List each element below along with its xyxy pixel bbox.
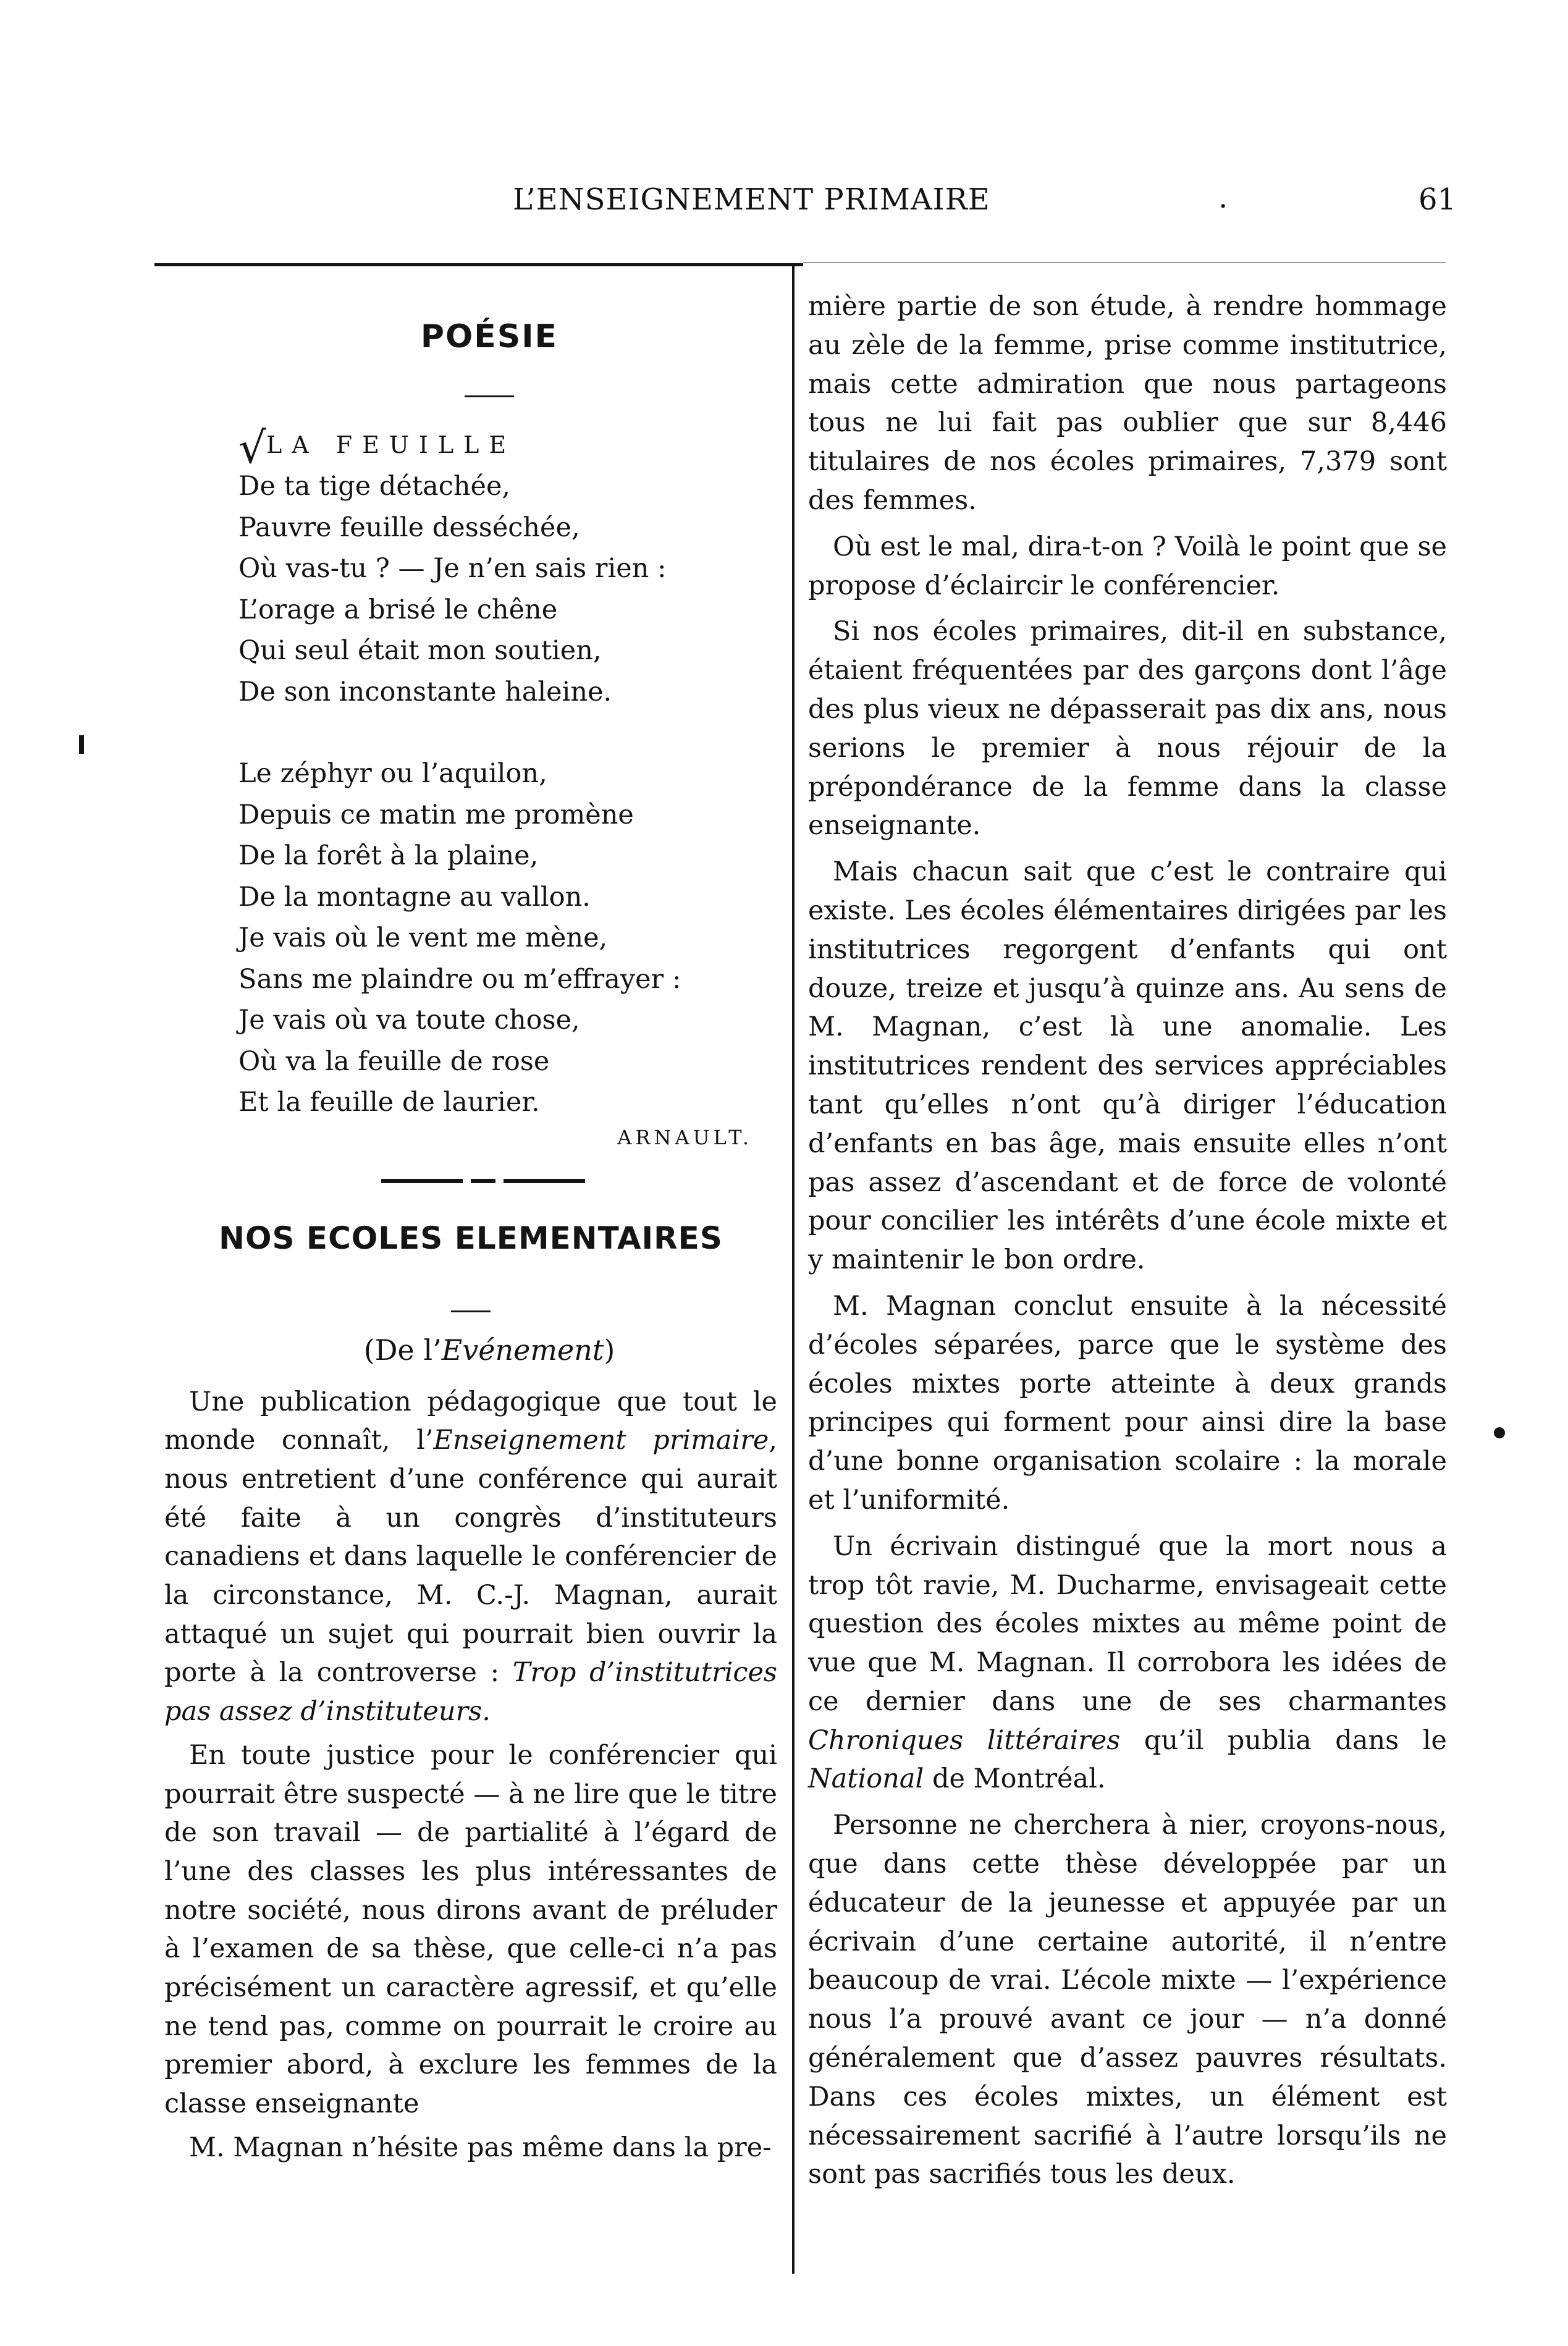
scan-dot: [1494, 1427, 1505, 1438]
paragraph: Mais chacun sait que c’est le contraire qui existe. Les écoles élémentaires dirigées par les institutrices regorgent d’enfants qui ont douze, treize et jusqu’à quinze ans. Au sens de M. Magnan, c’est là une anomalie. Les institutrices rendent des services appréciables tant qu’elles n’ont qu’à diriger l’éducation d’enfants en bas âge, mais ensuite elles n’ont pas assez d’ascendant et de force de volonté pour concilier les intérêts d’une école mixte et y maintenir le bon ordre.: [808, 856, 1447, 1276]
poem-line: Sans me plaindre ou m’effrayer :: [238, 963, 681, 995]
poem-line: Le zéphyr ou l’aquilon,: [238, 758, 547, 789]
poem-line: Qui seul était mon soutien,: [238, 635, 602, 666]
paragraph-text: qu’il publia dans le: [1144, 1724, 1447, 1756]
poem-stanza-2: [164, 753, 777, 1123]
right-column: [808, 287, 1447, 2194]
poem-line: Je vais où le vent me mène,: [238, 922, 608, 953]
paragraph: Où est le mal, dira-t-on ? Voilà le point que se propose d’éclaircir le conférencier.: [808, 531, 1447, 601]
paragraph: Personne ne cherchera à nier, croyons-nous, que dans cette thèse développée par un éducateur de la jeunesse et appuyée par un écrivain d’une certaine autorité, il n’entre beaucoup de vrai. L’école mixte — l’expérience nous l’a prouvé avant ce jour — n’a donné généralement que d’assez pauvres résultats. Dans ces écoles mixtes, un élément est nécessairement sacrifié à l’autre lorsqu’ils ne sont pas sacrifiés tous les deux.: [808, 1810, 1447, 2190]
paragraph: Si nos écoles primaires, dit-il en substance, étaient fréquentées par des garçons dont l’âge des plus vieux ne dépasserait pas dix ans, nous serions le premier à nous réjouir de la prépondérance de la femme dans la classe enseignante.: [808, 616, 1447, 842]
paragraph: [808, 1527, 1447, 1799]
poetry-section-title: POÉSIE: [420, 318, 558, 355]
page-number: 61: [1418, 182, 1457, 217]
poem-line: L’orage a brisé le chêne: [238, 594, 558, 625]
source-prefix: (De l’: [363, 1333, 442, 1367]
checkmark-icon: √: [238, 423, 276, 473]
short-rule: [465, 395, 514, 397]
article-title: NOS ECOLES ELEMENTAIRES: [219, 1220, 723, 1256]
paragraph-text: Une publication pédagogique que tout le monde connaît, l’: [164, 1386, 777, 1456]
paragraph: En toute justice pour le conférencier qui pourrait être suspecté — à ne lire que le titre de son travail — de partialité à l’égard de l’une des classes les plus intéressantes de notre société, nous dirons avant de préluder à l’examen de sa thèse, que celle-ci n’a pas précisément un caractère agressif, et qu’elle ne tend pas, comme on pourrait le croire au premier abord, à exclure les femmes de la classe enseignante: [164, 1739, 777, 2120]
poem-line: Depuis ce matin me promène: [238, 799, 634, 830]
paragraph: mière partie de son étude, à rendre hommage au zèle de la femme, prise comme institutrice, mais cette admiration que nous partageons tous ne lui fait pas oublier que sur 8,446 titulaires de nos écoles primaires, 7,379 sont des femmes.: [808, 291, 1447, 516]
scan-speck: [79, 735, 84, 754]
poem-line: De la montagne au vallon.: [238, 881, 591, 913]
header-rule: [154, 263, 803, 266]
paragraph-text: , nous entretient d’une conférence qui aurait été faite à un congrès d’instituteurs canadiens et dans laquelle le conférencier de la circonstance, M. C.-J. Magnan, aurait attaqué un sujet qui pourrait bien ouvrir la porte à la controverse :: [164, 1425, 777, 1689]
source-suffix: ): [604, 1333, 615, 1367]
running-header-title: L’ENSEIGNEMENT PRIMAIRE: [513, 182, 990, 217]
poem-line: Où vas-tu ? — Je n’en sais rien :: [238, 553, 667, 584]
header-rule-faint: [803, 262, 1446, 263]
poem-line: Je vais où va toute chose,: [238, 1005, 580, 1036]
poem-line: De son inconstante haleine.: [238, 676, 612, 707]
newspaper-name: National: [808, 1763, 924, 1795]
paragraph: M. Magnan n’hésite pas même dans la pre-: [189, 2132, 772, 2163]
poem-title: LA FEUILLE: [266, 431, 516, 458]
paragraph: M. Magnan conclut ensuite à la nécessité d’écoles séparées, parce que le système des écoles mixtes porte atteinte à deux grands principes qui forment pour ainsi dire la base d’une bonne organisation scolaire : la morale et l’uniformité.: [808, 1290, 1447, 1516]
work-title: Chroniques littéraires: [808, 1724, 1121, 1756]
left-column: [164, 290, 777, 2167]
paragraph-text: de Montréal.: [932, 1763, 1106, 1795]
poem-line: Où va la feuille de rose: [238, 1045, 550, 1077]
poem-line: Et la feuille de laurier.: [238, 1087, 540, 1118]
paragraph: [164, 1383, 777, 1731]
publication-name: Enseignement primaire: [433, 1425, 769, 1456]
source-name: Evénement: [441, 1333, 604, 1367]
column-divider: [792, 266, 795, 2274]
poem-author: ARNAULT.: [617, 1125, 752, 1149]
poem-line: De la forêt à la plaine,: [238, 840, 539, 871]
lecture-title: Trop d’institutrices pas assez d’instituteurs.: [164, 1657, 777, 1728]
poem-line: Pauvre feuille desséchée,: [238, 512, 580, 543]
poem-line: De ta tige détachée,: [238, 471, 511, 502]
article-body-left: [164, 1383, 777, 2167]
paragraph-text: Un écrivain distingué que la mort nous a trop tôt ravie, M. Ducharme, envisageait cette question des écoles mixtes au même point de vue que M. Magnan. Il corrobora les idées de ce dernier dans une de ses charmantes: [808, 1530, 1447, 1717]
running-header-dot: .: [1218, 180, 1228, 215]
article-source: [164, 1333, 777, 1367]
poem-stanza-1: [164, 466, 777, 712]
section-ornament: [381, 1179, 585, 1183]
poem-title-line: [164, 423, 777, 473]
short-rule: [451, 1310, 491, 1312]
article-body-right: [808, 287, 1447, 2194]
